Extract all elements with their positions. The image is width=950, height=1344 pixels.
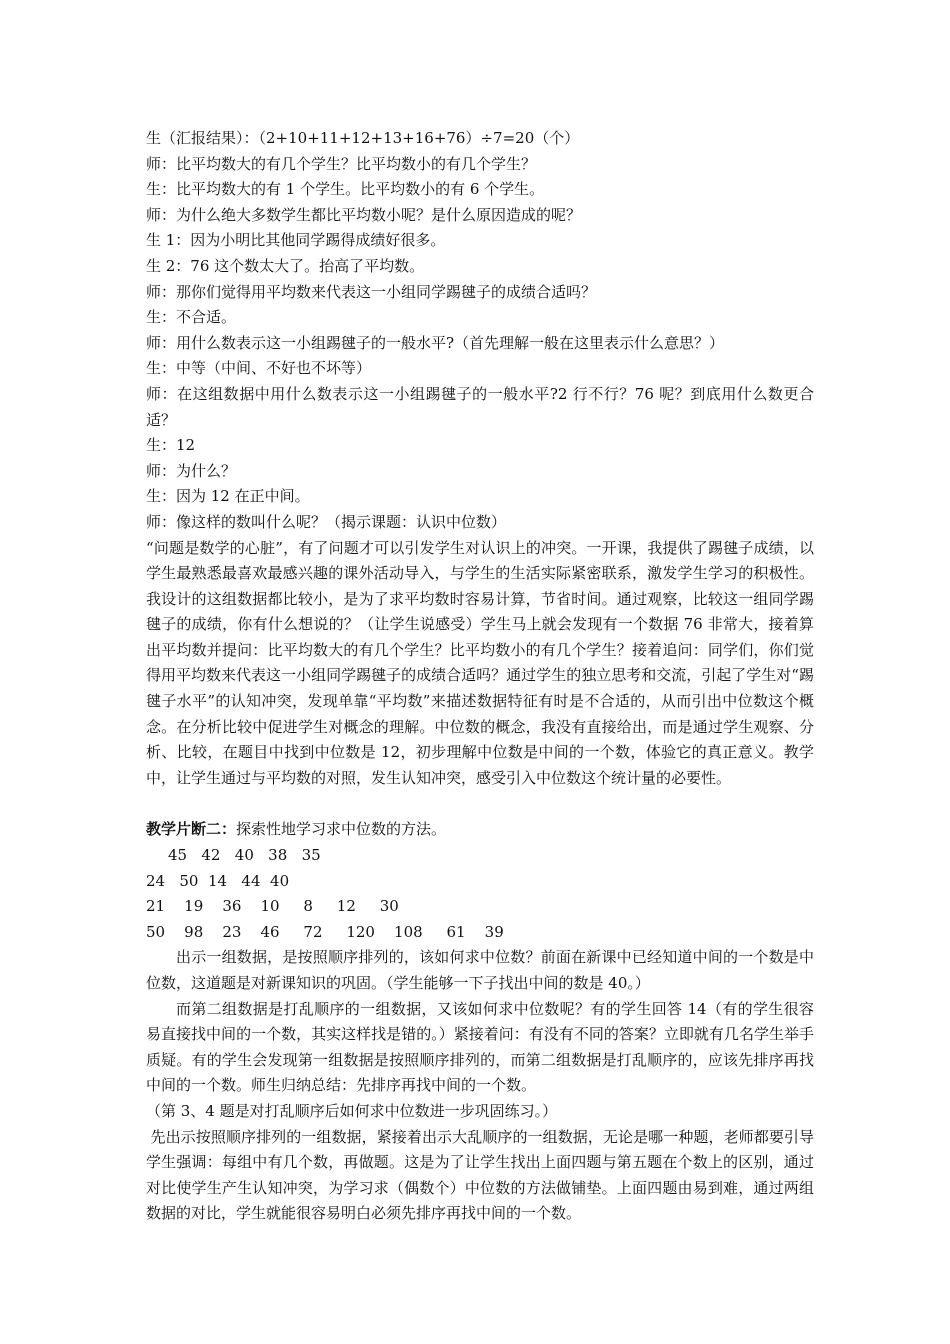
dialogue-line: 师：比平均数大的有几个学生？比平均数小的有几个学生？ — [146, 154, 537, 173]
body-paragraph: 出示一组数据，是按照顺序排列的，该如何求中位数？前面在新课中已经知道中间的一个数是中位数，这道题是对新课知识的巩固。（学生能够一下子找出中间的数是 40。） — [146, 948, 814, 992]
dialogue-line: 师：为什么？ — [146, 461, 237, 480]
dialogue-line: 师：那你们觉得用平均数来代表这一小组同学踢毽子的成绩合适吗？ — [146, 282, 597, 301]
dialogue-line: 生：中等（中间、不好也不坏等） — [146, 359, 372, 378]
dialogue-line: 师：为什么绝大多数学生都比平均数小呢？是什么原因造成的呢？ — [146, 205, 582, 224]
number-row: 24 50 14 44 40 — [146, 871, 290, 890]
body-paragraph: （第 3、4 题是对打乱顺序后如何求中位数进一步巩固练习。） — [146, 1101, 558, 1120]
dialogue-line: 生 2：76 这个数太大了。抬高了平均数。 — [146, 256, 425, 275]
number-row: 45 42 40 38 35 — [168, 846, 321, 865]
number-row: 50 98 23 46 72 120 108 61 39 — [146, 922, 504, 941]
section-label: 教学片断二： — [146, 820, 237, 839]
reflection-paragraph: “问题是数学的心脏”，有了问题才可以引发学生对认识上的冲突。一开课，我提供了踢毽子成绩，以学生最熟悉最喜欢最感兴趣的课外活动导入，与学生的生活实际紧密联系，激发学生学习的积极性。我设计的这组数据都比较小，是为了求平均数时容易计算，节省时间。通过观察，比较这一组同学踢毽子的成绩，你有什么想说的？（让学生说感受）学生马上就会发现有一个数据 76 非常大，接着算出平均数并提问：比平均数大的有几个学生？比平均数小的有几个学生？接着追问：同学们，你们觉得用平均数来代表这一小组同学踢毽子的成绩合适吗？通过学生的独立思考和交流，引起了学生对“踢毽子水平”的认知冲突，发现单靠“平均数”来描述数据特征有时是不合适的，从而引出中位数这个概念。在分析比较中促进学生对概念的理解。中位数的概念，我没有直接给出，而是通过学生观察、分析、比较，在题目中找到中位数是 12，初步理解中位数是中间的一个数，体验它的真正意义。教学中，让学生通过与平均数的对照，发生认知冲突，感受引入中位数这个统计量的必要性。 — [146, 538, 814, 787]
dialogue-line: 生：不合适。 — [146, 308, 237, 327]
body-paragraph: 而第二组数据是打乱顺序的一组数据，又该如何求中位数呢？有的学生回答 14（有的学生很容易直接找中间的一个数，其实这样找是错的。）紧接着问：有没有不同的答案？立即就有几名学生举手质疑。有的学生会发现第一组数据是按照顺序排列的，而第二组数据是打乱顺序的，应该先排序再找中间的一个数。师生归纳总结：先排序再找中间的一个数。 — [146, 999, 814, 1095]
section-title: 探索性地学习求中位数的方法。 — [236, 820, 447, 839]
document-page — [146, 126, 814, 1227]
section-heading — [146, 817, 814, 843]
dialogue-line: 师：在这组数据中用什么数表示这一小组踢毽子的一般水平?2 行不行？76 呢？到底用什么数更合适？ — [146, 384, 814, 429]
dialogue-line: 生：比平均数大的有 1 个学生。比平均数小的有 6 个学生。 — [146, 180, 545, 199]
dialogue-line: 生 1：因为小明比其他同学踢得成绩好很多。 — [146, 231, 446, 250]
dialogue-line: 生（汇报结果）：（2+10+11+12+13+16+76）÷7=20（个） — [146, 129, 580, 147]
spacer — [146, 791, 814, 817]
dialogue-line: 生：因为 12 在正中间。 — [146, 487, 310, 506]
number-row: 21 19 36 10 8 12 30 — [146, 897, 399, 916]
dialogue-line: 师：用什么数表示这一小组踢毽子的一般水平?（首先理解一般在这里表示什么意思？） — [146, 333, 725, 352]
body-paragraph: 先出示按照顺序排列的一组数据，紧接着出示大乱顺序的一组数据，无论是哪一种题，老师都要引导学生强调：每组中有几个数，再做题。这是为了让学生找出上面四题与第五题在个数上的区别，通过对比使学生产生认知冲突，为学习求（偶数个）中位数的方法做铺垫。上面四题由易到难，通过两组数据的对比，学生就能很容易明白必须先排序再找中间的一个数。 — [146, 1127, 814, 1223]
dialogue-line: 师：像这样的数叫什么呢？（揭示课题：认识中位数） — [146, 512, 507, 531]
dialogue-line: 生：12 — [146, 436, 196, 455]
